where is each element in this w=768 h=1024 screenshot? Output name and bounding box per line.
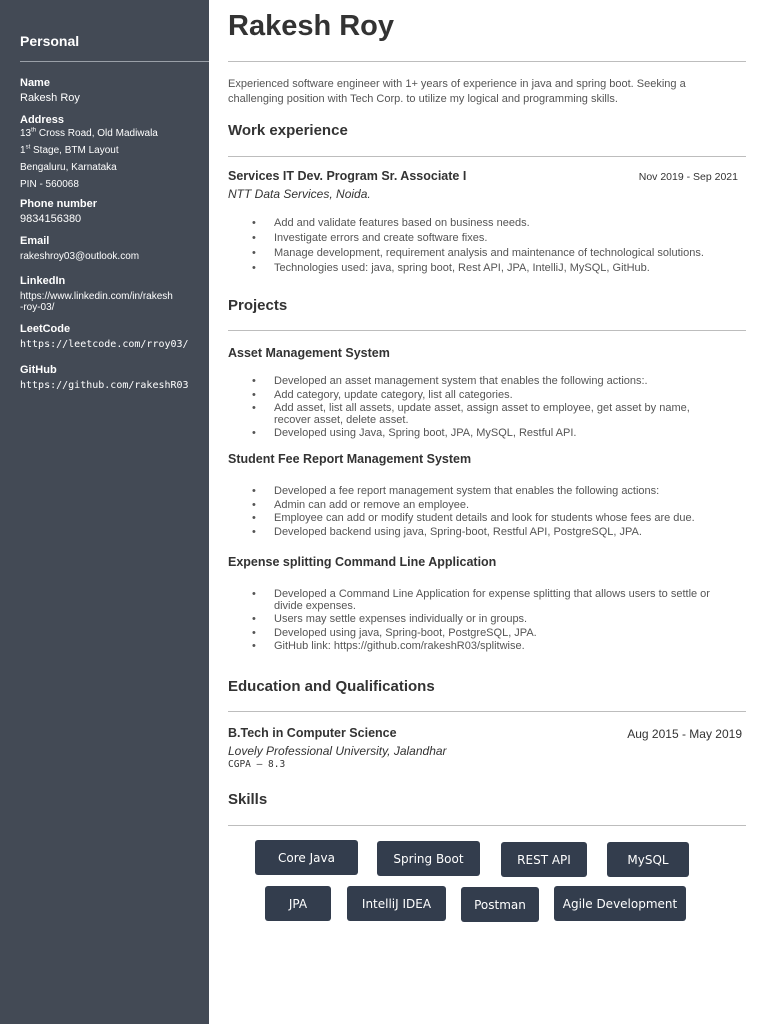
phone-value: 9834156380 [20,213,82,225]
linkedin-label: LinkedIn [20,275,66,287]
sidebar-divider [20,61,209,62]
email-link[interactable]: rakeshroy03@outlook.com [20,251,140,262]
job-title: Services IT Dev. Program Sr. Associate I [228,169,467,183]
project-title: Expense splitting Command Line Application [228,555,497,569]
linkedin-link-line-1[interactable]: https://www.linkedin.com/in/rakesh [20,291,173,302]
project-title: Asset Management System [228,346,390,360]
list-item: • Users may settle expenses individually or in groups. [252,614,722,626]
list-item: • Technologies used: java, spring boot, Rest API, JPA, IntelliJ, MySQL, GitHub. [252,261,722,276]
leetcode-label: LeetCode [20,323,71,335]
degree-title: B.Tech in Computer Science [228,726,397,740]
address-line-1: 13th Cross Road, Old Madiwala [20,127,158,139]
list-item: • Admin can add or remove an employee. [252,500,722,512]
list-item: • Add asset, list all assets, update asset, assign asset to employee, get asset by name, recover asset, delete asset. [252,403,722,426]
work-bullets [252,216,722,276]
list-item: • Investigate errors and create software fixes. [252,231,722,246]
address-label: Address [20,114,65,126]
address-line-3: Bengaluru, Karnataka [20,162,117,173]
skills-divider [228,825,746,826]
address-line-4: PIN - 560068 [20,179,79,190]
email-label: Email [20,235,50,247]
list-item: • Developed a Command Line Application for expense splitting that allows users to settle or divide expenses. [252,589,722,612]
project-bullets [252,486,722,540]
projects-heading: Projects [228,297,288,314]
sidebar-title: Personal [20,33,80,49]
cgpa-text: CGPA – 8.3 [228,759,286,770]
sidebar-personal [0,0,209,1024]
project-bullets [252,376,722,442]
skill-chip: REST API [501,842,587,877]
skill-chip: Spring Boot [377,841,480,876]
skill-chip: Postman [461,887,539,922]
job-dates: Nov 2019 - Sep 2021 [638,171,738,183]
skill-chip: JPA [265,886,331,921]
list-item: • Manage development, requirement analysis and maintenance of technological solutions. [252,246,722,261]
address-line-2: 1st Stage, BTM Layout [20,144,119,156]
skills-heading: Skills [228,791,268,808]
work-divider [228,156,746,157]
github-label: GitHub [20,364,57,376]
list-item: • Add category, update category, list all categories. [252,390,722,402]
work-heading: Work experience [228,122,348,139]
summary-text: Experienced software engineer with 1+ years of experience in java and spring boot. Seeking a challenging position with Tech Corp. to utilize my logical and programming skills. [228,78,686,105]
school-name: Lovely Professional University, Jalandhar [228,744,447,758]
list-item: • Add and validate features based on business needs. [252,216,722,231]
list-item: • Developed backend using java, Spring-boot, Restful API, PostgreSQL, JPA. [252,527,722,539]
degree-dates: Aug 2015 - May 2019 [627,727,742,741]
name-value: Rakesh Roy [20,92,80,104]
projects-divider [228,330,746,331]
job-company: NTT Data Services, Noida. [228,187,371,201]
list-item: • Developed an asset management system that enables the following actions:. [252,376,722,388]
list-item: • Developed a fee report management system that enables the following actions: [252,486,722,498]
skill-chip: Core Java [255,840,358,875]
leetcode-link[interactable]: https://leetcode.com/rroy03/ [20,339,189,350]
github-link[interactable]: https://github.com/rakeshR03 [20,380,189,391]
phone-label: Phone number [20,198,98,210]
project-bullets [252,589,722,655]
project-title: Student Fee Report Management System [228,452,472,466]
skill-chip: IntelliJ IDEA [347,886,446,921]
education-divider [228,711,746,712]
skill-chip: Agile Development [554,886,686,921]
list-item[interactable]: • GitHub link: https://github.com/rakeshR03/splitwise. [252,641,722,653]
list-item: • Employee can add or modify student details and look for students whose fees are due. [252,513,722,525]
resume-name: Rakesh Roy [228,10,395,42]
list-item: • Developed using Java, Spring boot, JPA, MySQL, Restful API. [252,428,722,440]
header-divider [228,61,746,62]
skill-chip: MySQL [607,842,689,877]
linkedin-link-line-2[interactable]: -roy-03/ [20,302,55,313]
name-label: Name [20,77,50,89]
list-item: • Developed using java, Spring-boot, PostgreSQL, JPA. [252,628,722,640]
education-heading: Education and Qualifications [228,678,435,695]
